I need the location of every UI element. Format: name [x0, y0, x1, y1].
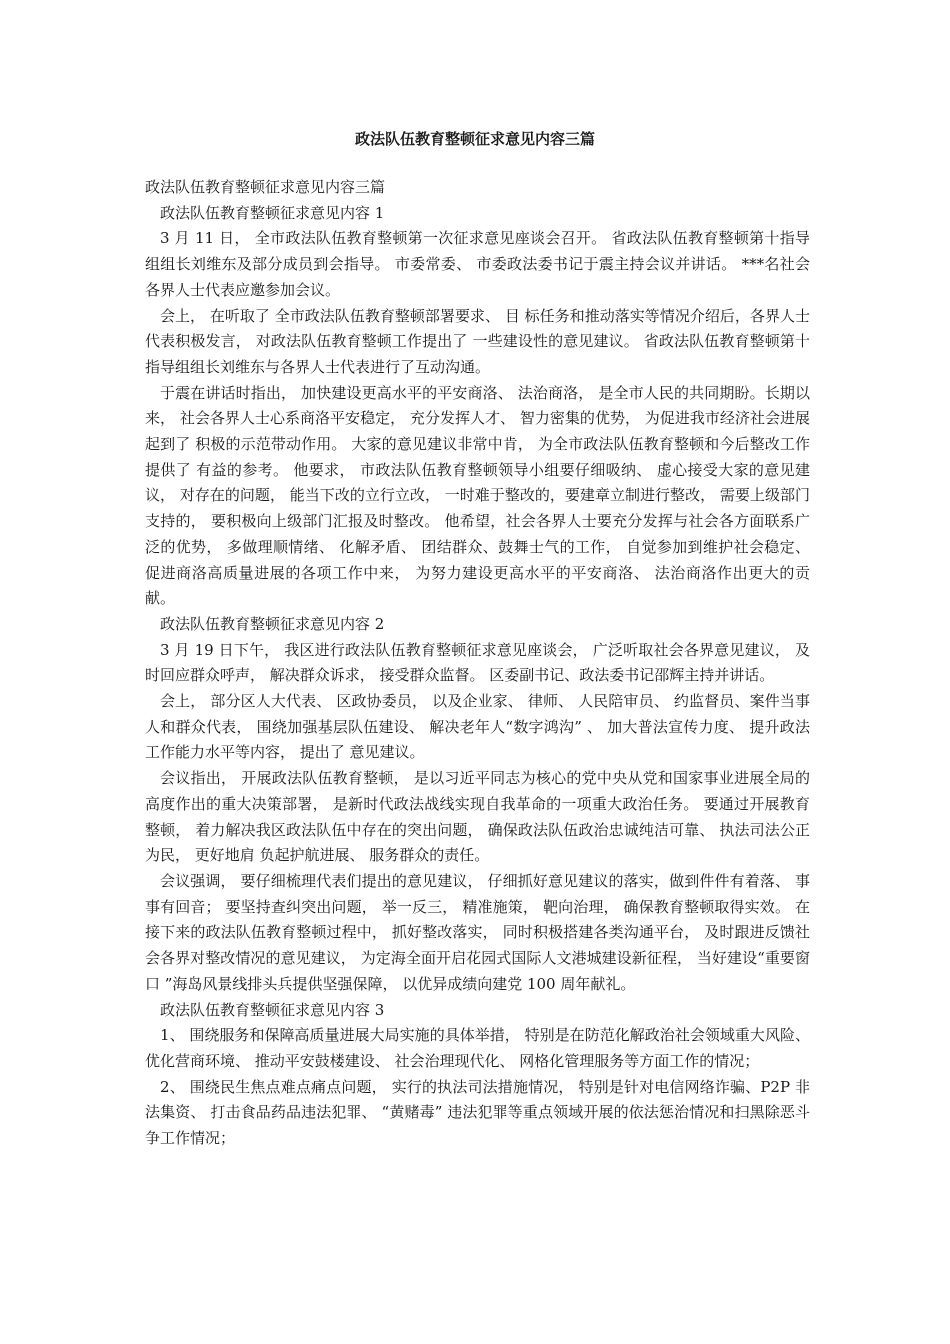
page-title: 政法队伍教育整顿征求意见内容三篇 [354, 130, 595, 148]
paragraph: 会议指出， 开展政法队伍教育整顿， 是以习近平同志为核心的党中央从党和国家事业进展全局的高度作出的重大决策部署， 是新时代政法战线实现自我革命的一项重大政治任务。 要通过开展教育整顿， 着力解决我区政法队伍中存在的突出问题， 确保政法队伍政治忠诚纯洁可靠、 执法司法公正为民， 更好地肩 负起护航进展、 服务群众的责任。 [145, 769, 810, 865]
paragraph: 3 月 19 日下午， 我区进行政法队伍教育整顿征求意见座谈会， 广泛听取社会各界意见建议， 及时回应群众呼声， 解决群众诉求， 接受群众监督。 区委副书记、政法委书记邵辉主持并讲话。 [145, 640, 810, 685]
section-heading: 政法队伍教育整顿征求意见内容 2 [160, 614, 385, 633]
paragraph: 于震在讲话时指出， 加快建设更高水平的平安商洛、 法治商洛， 是全市人民的共同期盼。长期以来， 社会各界人士心系商洛平安稳定， 充分发挥人才、 智力密集的优势， 为促进我市经济社会进展起到了 积极的示范带动作用。 大家的意见建议非常中肯， 为全市政法队伍教育整顿和今后整改工作提供了 有益的参考。 他要求， 市政法队伍教育整顿领导小组要仔细吸纳、 虚心接受大家的意见建议， 对存在的问题， 能当下改的立行立改， 一时难于整改的，要建章立制进行整改， 需要上级部门支持的， 要积极向上级部门汇报及时整改。 他希望，社会各界人士要充分发挥与社会各方面联系广泛的优势， 多做理顺情绪、 化解矛盾、 团结群众、鼓舞士气的工作， 自觉参加到维护社会稳定、 促进商洛高质量进展的各项工作中来， 为努力建设更高水平的平安商洛、 法治商洛作出更大的贡献。 [145, 383, 810, 608]
paragraph: 会议强调， 要仔细梳理代表们提出的意见建议， 仔细抓好意见建议的落实，做到件件有着落、 事事有回音； 要坚持查纠突出问题， 举一反三， 精准施策， 靶向治理， 确保教育整顿取得实效。 在接下来的政法队伍教育整顿过程中， 抓好整改落实， 同时积极搭建各类沟通平台， 及时跟进反馈社会各界对整改情况的意见建议， 为定海全面开启花园式国际人文港城建设新征程， 当好建设“重要窗口 ”海岛风景线排头兵提供坚强保障， 以优异成绩向建党 100 周年献礼。 [145, 871, 810, 993]
document-subtitle: 政法队伍教育整顿征求意见内容三篇 [145, 178, 386, 196]
paragraph: 会上， 部分区人大代表、 区政协委员， 以及企业家、 律师、 人民陪审员、 约监督员、案件当事人和群众代表， 围绕加强基层队伍建设、 解决老年人“数字鸿沟” 、 加大普法宣传力度、 提升政法工作能力水平等内容， 提出了 意见建议。 [145, 692, 810, 762]
document-body [145, 175, 810, 1152]
paragraph: 2、 围绕民生焦点难点痛点问题， 实行的执法司法措施情况， 特别是针对电信网络诈骗、P2P 非法集资、 打击食品药品违法犯罪、 “黄赌毒” 违法犯罪等重点领域开展的依法惩治情况和扫黑除恶斗争工作情况； [145, 1077, 810, 1148]
paragraph: 1、 围绕服务和保障高质量进展大局实施的具体举措， 特别是在防范化解政治社会领域重大风险、 优化营商环境、 推动平安鼓楼建设、 社会治理现代化、 网格化管理服务等方面工作的情况； [145, 1026, 810, 1070]
paragraph: 会上， 在听取了 全市政法队伍教育整顿部署要求、 目 标任务和推动落实等情况介绍后，各界人士代表积极发言， 对政法队伍教育整顿工作提出了 一些建设性的意见建议。 省政法队伍教育整顿第十指导组组长刘维东与各界人士代表进行了互动沟通。 [145, 306, 810, 376]
section-heading: 政法队伍教育整顿征求意见内容 1 [160, 203, 385, 222]
section-heading: 政法队伍教育整顿征求意见内容 3 [160, 1000, 385, 1019]
paragraph: 3 月 11 日， 全市政法队伍教育整顿第一次征求意见座谈会召开。 省政法队伍教育整顿第十指导组组长刘维东及部分成员到会指导。 市委常委、 市委政法委书记于震主持会议并讲话。 ***名社会各界人士代表应邀参加会议。 [145, 229, 810, 299]
